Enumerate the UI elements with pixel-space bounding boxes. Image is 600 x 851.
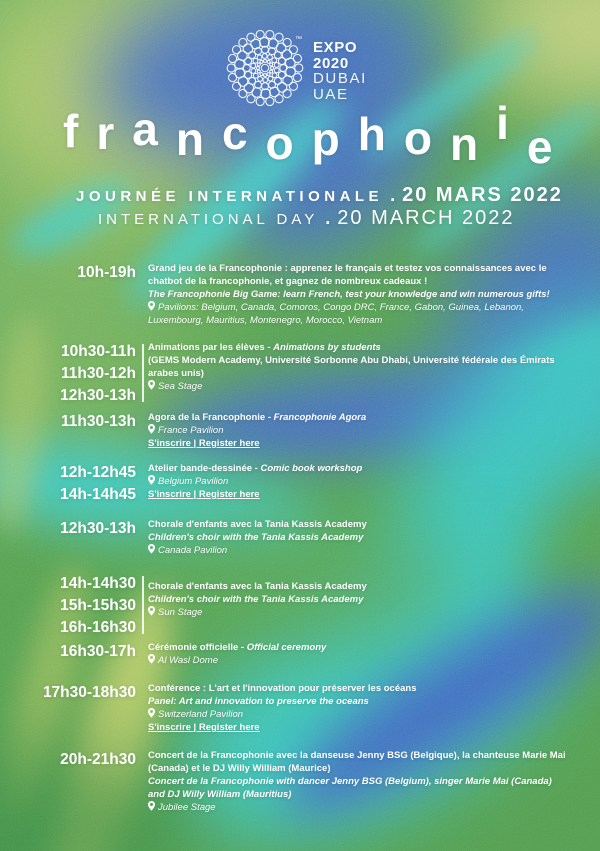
event-times bbox=[36, 341, 136, 407]
time-divider bbox=[142, 576, 144, 634]
subtitle-fr-label: JOURNÉE INTERNATIONALE bbox=[76, 188, 384, 205]
event-times bbox=[36, 518, 136, 540]
event-location bbox=[148, 301, 566, 327]
event-title-en: Animations by students bbox=[273, 342, 381, 353]
event-description bbox=[148, 462, 566, 501]
event-title-en: Francophonie Agora bbox=[273, 412, 367, 423]
event-location-label: Jubilee Stage bbox=[158, 802, 216, 813]
event-title-fr: Concert de la Francophonie avec la danseuse Jenny BSG (Belgique), la chanteuse Marie Mai (Canada) et le DJ Willy William (Maurice) bbox=[148, 750, 566, 774]
event-title-en: Official ceremony bbox=[246, 642, 327, 653]
event-location-label: Belgium Pavilion bbox=[158, 476, 229, 487]
event-title-en: Panel: Art and innovation to preserve the oceans bbox=[148, 696, 369, 707]
event-location-label: Switzerland Pavilion bbox=[158, 709, 244, 720]
map-pin-icon bbox=[148, 380, 155, 390]
event-location bbox=[148, 606, 566, 619]
event-title-en: Concert de la Francophonie with dancer Jenny BSG (Belgium), singer Marie Mai (Canada) and DJ Willy William (Mauritius) bbox=[148, 776, 552, 800]
register-link[interactable]: S'inscrire | Register here bbox=[148, 722, 260, 733]
map-pin-icon bbox=[148, 606, 155, 616]
event-title-fr: Atelier bande-dessinée - bbox=[148, 463, 261, 474]
event-register-line bbox=[148, 721, 566, 734]
expo-logo-text bbox=[313, 40, 367, 102]
event-times bbox=[36, 749, 136, 771]
event-description bbox=[148, 580, 566, 619]
time-divider bbox=[142, 344, 144, 402]
event-location-label: Pavilions: Belgium, Canada, Comoros, Congo DRC, France, Gabon, Guinea, Lebanon, Luxembourg, Mauritius, Montenegro, Morocco, Vietnam bbox=[148, 302, 524, 326]
event-location-label: Al Wasl Dome bbox=[158, 655, 219, 666]
event-title-fr: Cérémonie officielle - bbox=[148, 642, 247, 653]
event-title-en: The Francophonie Big Game: learn French, test your knowledge and win numerous gifts! bbox=[148, 289, 550, 300]
event-title-fr: (GEMS Modern Academy, Université Sorbonne Abu Dhabi, Université fédérale des Émirats arabes unis) bbox=[148, 355, 555, 379]
title-letter: e bbox=[526, 121, 553, 173]
event-time: 11h30-12h bbox=[61, 365, 136, 382]
event-description bbox=[148, 518, 566, 557]
map-pin-icon bbox=[148, 301, 155, 311]
subtitle-french bbox=[76, 184, 563, 207]
event-time: 14h-14h45 bbox=[60, 486, 136, 503]
event-description bbox=[148, 341, 566, 393]
event-description bbox=[148, 682, 566, 734]
event-location-label: France Pavilion bbox=[158, 425, 224, 436]
title-letter: o bbox=[265, 117, 294, 169]
event-location bbox=[148, 801, 566, 814]
map-pin-icon bbox=[148, 654, 155, 664]
event-location-label: Sea Stage bbox=[158, 381, 203, 392]
event-title-en: Comic book workshop bbox=[260, 463, 363, 474]
subtitle-en-date: 20 MARCH 2022 bbox=[337, 207, 515, 229]
event-time: 14h-14h30 bbox=[60, 575, 136, 592]
dot-separator: . bbox=[325, 208, 331, 228]
subtitle-en-label: INTERNATIONAL DAY bbox=[98, 211, 319, 228]
register-link[interactable]: S'inscrire | Register here bbox=[148, 489, 260, 500]
event-time: 12h-12h45 bbox=[60, 464, 136, 481]
event-title-en: Children's choir with the Tania Kassis Academy bbox=[148, 594, 364, 605]
event-title-fr: Animations par les élèves - bbox=[148, 342, 274, 353]
event-register-line bbox=[148, 488, 566, 501]
dot-separator: . bbox=[390, 185, 396, 205]
map-pin-icon bbox=[148, 475, 155, 485]
subtitle-fr-date: 20 MARS 2022 bbox=[402, 184, 563, 206]
map-pin-icon bbox=[148, 708, 155, 718]
event-location bbox=[148, 544, 566, 557]
event-location bbox=[148, 654, 566, 667]
event-time: 10h-19h bbox=[77, 264, 136, 281]
title-letter: f bbox=[63, 105, 79, 157]
title-letter: h bbox=[357, 108, 386, 160]
title-letter: a bbox=[132, 103, 158, 155]
event-location bbox=[148, 424, 566, 437]
event-title-bilingual bbox=[148, 341, 566, 354]
event-description bbox=[148, 749, 566, 814]
event-title-bilingual bbox=[148, 411, 566, 424]
event-time: 11h30-13h bbox=[61, 413, 136, 430]
event-title-fr: Chorale d'enfants avec la Tania Kassis Academy bbox=[148, 519, 367, 530]
subtitle-english bbox=[98, 207, 514, 230]
register-link[interactable]: S'inscrire | Register here bbox=[148, 438, 260, 449]
event-description bbox=[148, 262, 566, 327]
title-letter: o bbox=[403, 112, 432, 164]
map-pin-icon bbox=[148, 801, 155, 811]
event-times bbox=[36, 641, 136, 663]
title-letter: p bbox=[311, 113, 340, 165]
map-pin-icon bbox=[148, 544, 155, 554]
logo-line-2020: 2020 bbox=[313, 54, 349, 72]
event-location bbox=[148, 708, 566, 721]
event-title-fr: Conférence : L'art et l'innovation pour préserver les océans bbox=[148, 683, 417, 694]
event-title-fr: Chorale d'enfants avec la Tania Kassis Academy bbox=[148, 581, 367, 592]
event-location-label: Canada Pavilion bbox=[158, 545, 228, 556]
title-letter: n bbox=[175, 113, 204, 165]
event-time: 12h30-13h bbox=[60, 387, 136, 404]
event-description bbox=[148, 641, 566, 667]
title-letter: c bbox=[221, 107, 248, 159]
event-time: 10h30-11h bbox=[61, 343, 136, 360]
event-times bbox=[36, 411, 136, 433]
logo-line-expo: EXPO bbox=[313, 39, 358, 56]
event-title-fr: Agora de la Francophonie - bbox=[148, 412, 274, 423]
event-time: 20h-21h30 bbox=[60, 751, 136, 768]
event-location bbox=[148, 475, 566, 488]
event-times bbox=[36, 262, 136, 284]
title-letter: i bbox=[496, 97, 509, 149]
event-title-bilingual bbox=[148, 641, 566, 654]
event-times bbox=[36, 462, 136, 506]
event-time: 17h30-18h30 bbox=[42, 684, 136, 701]
event-times bbox=[36, 682, 136, 704]
event-time: 12h30-13h bbox=[60, 520, 136, 537]
event-time: 16h-16h30 bbox=[60, 619, 136, 636]
event-time: 16h30-17h bbox=[60, 643, 136, 660]
event-time: 15h-15h30 bbox=[60, 597, 136, 614]
event-title-fr: Grand jeu de la Francophonie : apprenez le français et testez vos connaissances avec le chatbot de la francophonie, et gagnez de nombreux cadeaux ! bbox=[148, 263, 547, 287]
event-register-line bbox=[148, 437, 566, 450]
title-letter: n bbox=[449, 118, 479, 170]
expo-2020-logo-icon bbox=[225, 28, 305, 108]
page-title bbox=[54, 97, 561, 188]
event-description bbox=[148, 411, 566, 450]
event-location bbox=[148, 380, 566, 393]
logo-line-dubai: DUBAI bbox=[313, 70, 367, 87]
event-location-label: Sun Stage bbox=[158, 607, 203, 618]
trademark-symbol: ™ bbox=[295, 36, 302, 43]
title-letter: r bbox=[96, 107, 115, 159]
event-times bbox=[36, 573, 136, 639]
event-title-bilingual bbox=[148, 462, 566, 475]
event-title-en: Children's choir with the Tania Kassis Academy bbox=[148, 532, 364, 543]
logo-line-uae: UAE bbox=[313, 85, 349, 103]
map-pin-icon bbox=[148, 424, 155, 434]
